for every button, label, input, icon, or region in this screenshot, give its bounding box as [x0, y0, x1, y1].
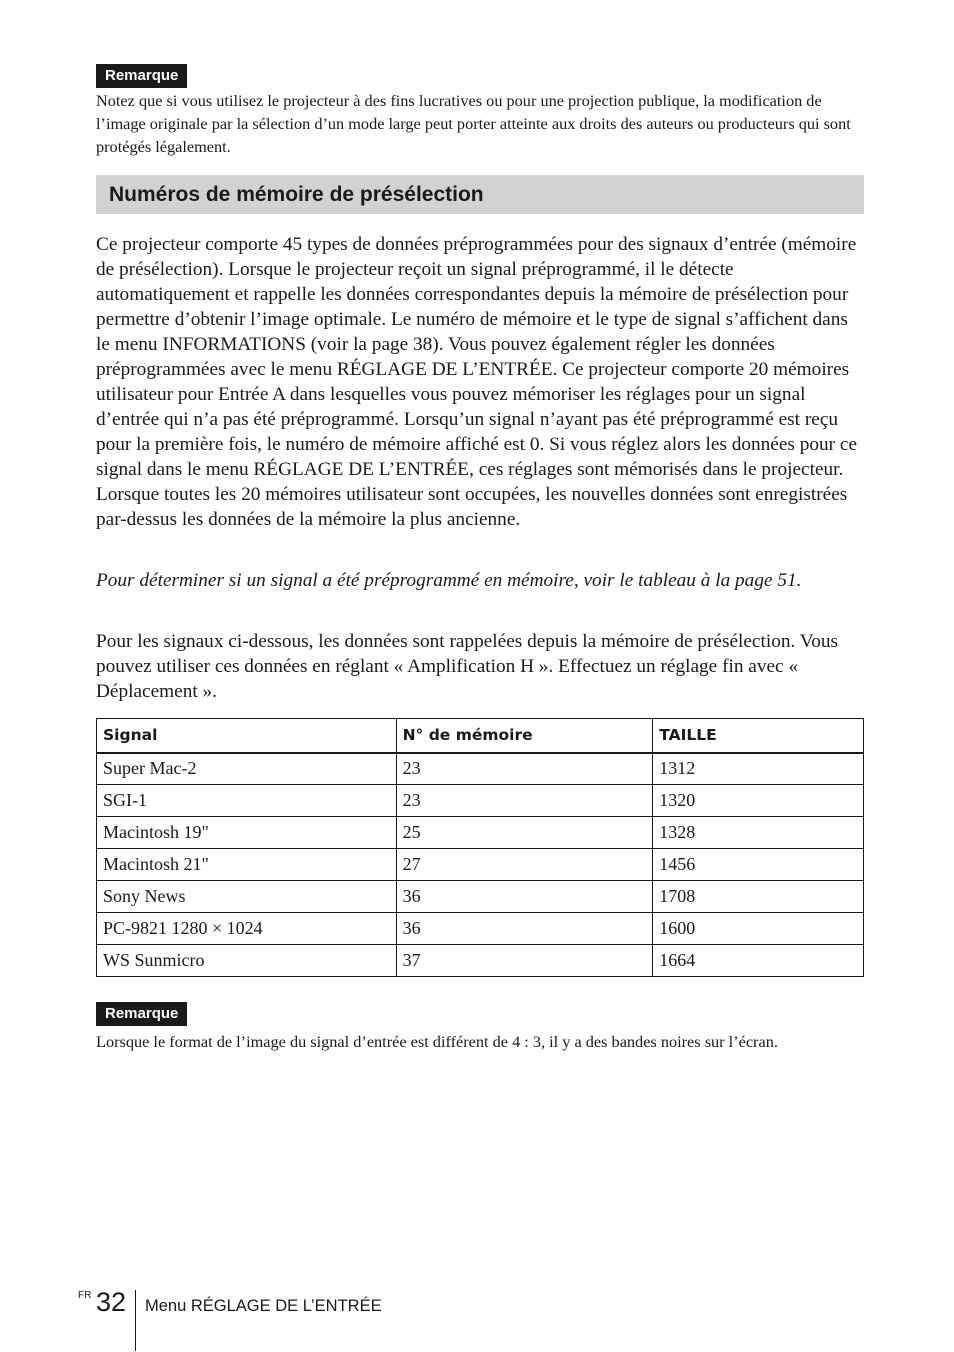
cell-size: 1708: [653, 881, 864, 913]
cell-memory: 27: [396, 849, 653, 881]
note-badge: Remarque: [96, 64, 187, 88]
table-row: [97, 849, 864, 881]
header-size: TAILLE: [653, 719, 864, 753]
note-text: Notez que si vous utilisez le projecteur à des fins lucratives ou pour une projection publique, la modification de l’image originale par la sélection d’un mode large peut porter atteinte aux droits des auteurs ou producteurs qui sont protégés légalement.: [96, 91, 851, 156]
cell-signal: WS Sunmicro: [97, 945, 397, 977]
cell-size: 1664: [653, 945, 864, 977]
footer-language: FR: [78, 1290, 92, 1301]
preset-memory-table: [96, 718, 864, 977]
table-row: [97, 881, 864, 913]
cell-signal: PC-9821 1280 × 1024: [97, 913, 397, 945]
cell-signal: Sony News: [97, 881, 397, 913]
table-row: [97, 753, 864, 785]
note-badge-2: Remarque: [96, 1002, 187, 1026]
body-paragraph: Ce projecteur comporte 45 types de données préprogrammées pour des signaux d’entrée (mémoire de présélection). Lorsque le projecteur reçoit un signal préprogrammé, il le détecte automatiquement et rappelle les données correspondantes depuis la mémoire de présélection pour permettre d’obtenir l’image optimale. Le numéro de mémoire et le type de signal s’affichent dans le menu INFORMATIONS (voir la page 38). Vous pouvez également régler les données préprogrammées avec le menu RÉGLAGE DE L’ENTRÉE. Ce projecteur comporte 20 mémoires utilisateur pour Entrée A dans lesquelles vous pouvez mémoriser les réglages pour un signal d’entrée qui n’a pas été préprogrammé. Lorsqu’un signal n’ayant pas été préprogrammé est reçu pour la première fois, le numéro de mémoire affiché est 0. Si vous réglez alors les données pour ce signal dans le menu RÉGLAGE DE L’ENTRÉE, ces réglages sont mémorisés dans le projecteur. Lorsque toutes les 20 mémoires utilisateur sont occupées, les nouvelles données sont enregistrées par-dessus les données de la mémoire la plus ancienne.: [96, 234, 857, 530]
cell-memory: 25: [396, 817, 653, 849]
reference-paragraph: Pour déterminer si un signal a été préprogrammé en mémoire, voir le tableau à la page 51.: [96, 570, 802, 591]
cell-size: 1320: [653, 785, 864, 817]
table-row: [97, 945, 864, 977]
cell-size: 1456: [653, 849, 864, 881]
cell-size: 1328: [653, 817, 864, 849]
header-signal: Signal: [97, 719, 397, 753]
page-number: 32: [96, 1287, 127, 1317]
table-header-row: [97, 719, 864, 753]
table-row: [97, 913, 864, 945]
footer-divider: [135, 1290, 136, 1351]
note-text-2: Lorsque le format de l’image du signal d’entrée est différent de 4 : 3, il y a des bandes noires sur l’écran.: [96, 1032, 778, 1051]
footer-title: Menu RÉGLAGE DE L’ENTRÉE: [145, 1297, 382, 1315]
cell-size: 1312: [653, 753, 864, 785]
cell-memory: 36: [396, 913, 653, 945]
cell-memory: 23: [396, 753, 653, 785]
table-row: [97, 817, 864, 849]
section-title: Numéros de mémoire de présélection: [96, 175, 864, 214]
cell-signal: Super Mac-2: [97, 753, 397, 785]
cell-signal: Macintosh 19": [97, 817, 397, 849]
table-row: [97, 785, 864, 817]
cell-signal: Macintosh 21": [97, 849, 397, 881]
body-paragraph-2: Pour les signaux ci-dessous, les données sont rappelées depuis la mémoire de présélection. Vous pouvez utiliser ces données en réglant « Amplification H ». Effectuez un réglage fin avec « Déplacement ».: [96, 631, 838, 702]
cell-signal: SGI-1: [97, 785, 397, 817]
cell-size: 1600: [653, 913, 864, 945]
cell-memory: 23: [396, 785, 653, 817]
header-memory-number: N° de mémoire: [396, 719, 653, 753]
cell-memory: 36: [396, 881, 653, 913]
cell-memory: 37: [396, 945, 653, 977]
